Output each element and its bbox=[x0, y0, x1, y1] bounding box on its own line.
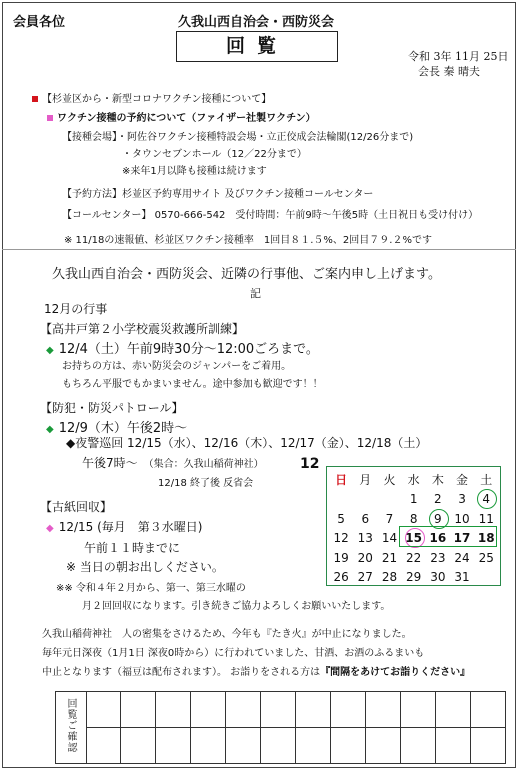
confirmation-column bbox=[296, 692, 331, 763]
paper-heading: 【古紙回収】 bbox=[40, 500, 113, 514]
confirmation-cell bbox=[436, 692, 470, 728]
calendar-day: 6 bbox=[361, 511, 370, 526]
confirmation-cell bbox=[261, 728, 295, 763]
section-divider bbox=[2, 249, 516, 250]
calendar-day: 8 bbox=[409, 511, 418, 526]
calendar-day: 26 bbox=[333, 570, 349, 585]
notice-line-3: 中止となります（福豆は配布されます）。 お詣りをされる方は『間隔をあけてお詣りください』 bbox=[42, 667, 471, 678]
confirmation-cell bbox=[191, 692, 225, 728]
red-square-icon bbox=[32, 96, 38, 102]
calendar-day: 23 bbox=[430, 550, 446, 565]
calendar-day: 18 bbox=[477, 531, 495, 546]
calendar-day: 3 bbox=[458, 492, 466, 507]
night-watch-week-highlight bbox=[399, 526, 497, 547]
confirmation-label-cell bbox=[56, 692, 87, 763]
confirmation-cell bbox=[366, 728, 400, 763]
calendar-weekday: 火 bbox=[383, 473, 396, 488]
drill-heading: 【高井戸第２小学校震災救護所訓練】 bbox=[40, 322, 245, 336]
night-watch-time: 午後7時〜 （集合：久我山稲荷神社） bbox=[82, 456, 264, 470]
confirmation-column bbox=[226, 692, 261, 763]
calendar-day: 31 bbox=[454, 570, 470, 585]
calendar-day: 27 bbox=[357, 570, 373, 585]
calendar-month: 12 bbox=[300, 456, 320, 472]
page-title: 回覧 bbox=[176, 31, 338, 62]
confirmation-column bbox=[331, 692, 366, 763]
calendar-day: 28 bbox=[381, 570, 398, 585]
paper-change-2: 月２回回収になります。引き続きご協力よろしくお願いいたします。 bbox=[82, 601, 391, 612]
calendar-day: 16 bbox=[429, 531, 447, 546]
notice-line-2: 毎年元日深夜（1月1日 深夜0時から）に行われていました、甘酒、お酒のふるまいも bbox=[42, 648, 425, 659]
calendar-weekday: 月 bbox=[359, 473, 372, 488]
vaccine-venue-1: 【接種会場】・阿佐谷ワクチン接種特設会場・立正佼成会法輪閣(12/26分まで) bbox=[62, 132, 414, 143]
confirmation-cell bbox=[296, 728, 330, 763]
date: 令和 3年 11月 25日 bbox=[408, 50, 509, 63]
confirmation-cell bbox=[366, 692, 400, 728]
confirmation-cell bbox=[401, 728, 435, 763]
confirmation-column bbox=[261, 692, 296, 763]
calendar-day: 15 bbox=[402, 531, 426, 545]
confirmation-column bbox=[436, 692, 471, 763]
calendar-day: 1 bbox=[409, 492, 418, 507]
drill-time: ◆ 12/4（土）午前9時30分〜12:00ごろまで。 bbox=[46, 342, 319, 357]
calendar-day: 29 bbox=[406, 570, 422, 585]
confirmation-cell bbox=[121, 728, 155, 763]
paper-note: ※ 当日の朝お出しください。 bbox=[66, 560, 224, 574]
calendar-week-row bbox=[329, 490, 499, 510]
calendar-weekday: 金 bbox=[456, 473, 469, 488]
calendar-day: 19 bbox=[333, 550, 349, 565]
paper-time: 午前１１時までに bbox=[84, 541, 181, 555]
confirmation-cell bbox=[436, 728, 470, 763]
confirmation-cell bbox=[226, 728, 260, 763]
calendar-day: 12 bbox=[333, 531, 349, 546]
calendar-day: 22 bbox=[406, 550, 422, 565]
vaccine-rate: ※ 11/18の速報値、杉並区ワクチン接種率 1回目８１.５%、2回目７９.２%です bbox=[64, 235, 432, 246]
vaccine-method: 【予約方法】杉並区予約専用サイト 及びワクチン接種コールセンター bbox=[62, 189, 374, 200]
night-watch: ◆夜警巡回 12/15（水）、12/16（木）、12/17（金）、12/18（土） bbox=[66, 436, 428, 450]
calendar-day: 7 bbox=[385, 511, 394, 526]
confirmation-cell bbox=[121, 692, 155, 728]
vaccine-heading: 【杉並区から・新型コロナワクチン接種について】 bbox=[32, 90, 271, 105]
confirmation-cell bbox=[156, 692, 190, 728]
calendar-day: 10 bbox=[454, 511, 470, 526]
vaccine-subheading: ワクチン接種の予約について（ファイザー社製ワクチン） bbox=[47, 109, 316, 124]
vaccine-venue-2: ・タウンセブンホール（12／22分まで） bbox=[122, 149, 307, 160]
vaccine-call-center: 【コールセンター】 0570-666-542 受付時間：午前9時〜午後5時（土日祝日も受け付け） bbox=[62, 210, 479, 221]
confirmation-column bbox=[401, 692, 436, 763]
calendar-weekday: 水 bbox=[407, 473, 420, 488]
ki-mark: 記 bbox=[250, 287, 261, 300]
confirmation-cell bbox=[331, 728, 365, 763]
org-name: 久我山西自治会・西防災会 bbox=[178, 15, 335, 30]
paper-date: ◆ 12/15 (毎月 第３水曜日) bbox=[46, 520, 203, 534]
vaccine-venue-3: ※来年1月以降も接種は続けます bbox=[122, 166, 267, 177]
addressee: 会員各位 bbox=[13, 15, 66, 30]
calendar-weekday-row bbox=[329, 470, 499, 490]
calendar-week-row bbox=[329, 548, 499, 568]
confirmation-column bbox=[156, 692, 191, 763]
confirmation-columns bbox=[86, 692, 505, 763]
calendar-day: 4 bbox=[474, 492, 498, 506]
confirmation-grid bbox=[55, 691, 506, 764]
pink-square-icon bbox=[47, 115, 53, 121]
confirmation-cell bbox=[401, 692, 435, 728]
confirmation-column bbox=[121, 692, 156, 763]
month-title: 12月の行事 bbox=[44, 302, 108, 316]
night-watch-end: 12/18 終了後 反省会 bbox=[158, 478, 254, 489]
calendar-day: 17 bbox=[453, 531, 471, 546]
confirmation-cell bbox=[156, 728, 190, 763]
confirmation-column bbox=[366, 692, 401, 763]
calendar-day: 11 bbox=[478, 511, 494, 526]
drill-note-1: お持ちの方は、赤い防災会のジャンパーをご着用。 bbox=[62, 361, 292, 372]
calendar-weekday: 木 bbox=[431, 473, 444, 488]
calendar-day: 20 bbox=[357, 550, 373, 565]
events-intro: 久我山西自治会・西防災会、近隣の行事他、ご案内申し上げます。 bbox=[52, 267, 441, 282]
confirmation-cell bbox=[471, 692, 505, 728]
calendar-weekday: 日 bbox=[335, 473, 348, 488]
patrol-time: ◆ 12/9（木）午後2時〜 bbox=[46, 421, 188, 436]
calendar-day: 13 bbox=[357, 531, 373, 546]
drill-note-2: もちろん平服でもかまいません。途中参加も歓迎です！！ bbox=[62, 379, 323, 390]
confirmation-cell bbox=[331, 692, 365, 728]
confirmation-cell bbox=[86, 728, 120, 763]
calendar-day: 25 bbox=[478, 550, 494, 565]
diamond-icon: ◆ bbox=[46, 424, 54, 435]
calendar-day: 9 bbox=[426, 512, 450, 526]
confirmation-label: 回覧ご確認 bbox=[65, 698, 76, 753]
notice-line-1: 久我山稲荷神社 人の密集をさけるため、今年も『たき火』が中止になりました。 bbox=[42, 629, 412, 640]
calendar-day: 2 bbox=[434, 492, 442, 507]
diamond-icon: ◆ bbox=[46, 345, 54, 356]
calendar-week-row bbox=[329, 568, 499, 588]
confirmation-cell bbox=[86, 692, 120, 728]
confirmation-cell bbox=[226, 692, 260, 728]
calendar-day: 14 bbox=[381, 531, 398, 546]
confirmation-cell bbox=[471, 728, 505, 763]
calendar-day: 5 bbox=[337, 511, 345, 526]
calendar-weekday: 土 bbox=[480, 473, 493, 488]
pink-diamond-icon: ◆ bbox=[46, 523, 54, 534]
paper-change-1: ※※ 令和４年２月から、第一、第三水曜の bbox=[56, 583, 246, 594]
confirmation-column bbox=[86, 692, 121, 763]
confirmation-cell bbox=[191, 728, 225, 763]
confirmation-column bbox=[471, 692, 505, 763]
chair: 会長 秦 晴夫 bbox=[418, 65, 480, 78]
calendar-day: 24 bbox=[454, 550, 470, 565]
confirmation-cell bbox=[296, 692, 330, 728]
confirmation-cell bbox=[261, 692, 295, 728]
confirmation-column bbox=[191, 692, 226, 763]
calendar-day: 30 bbox=[430, 570, 446, 585]
patrol-heading: 【防犯・防災パトロール】 bbox=[40, 401, 184, 415]
calendar-day: 21 bbox=[381, 550, 398, 565]
